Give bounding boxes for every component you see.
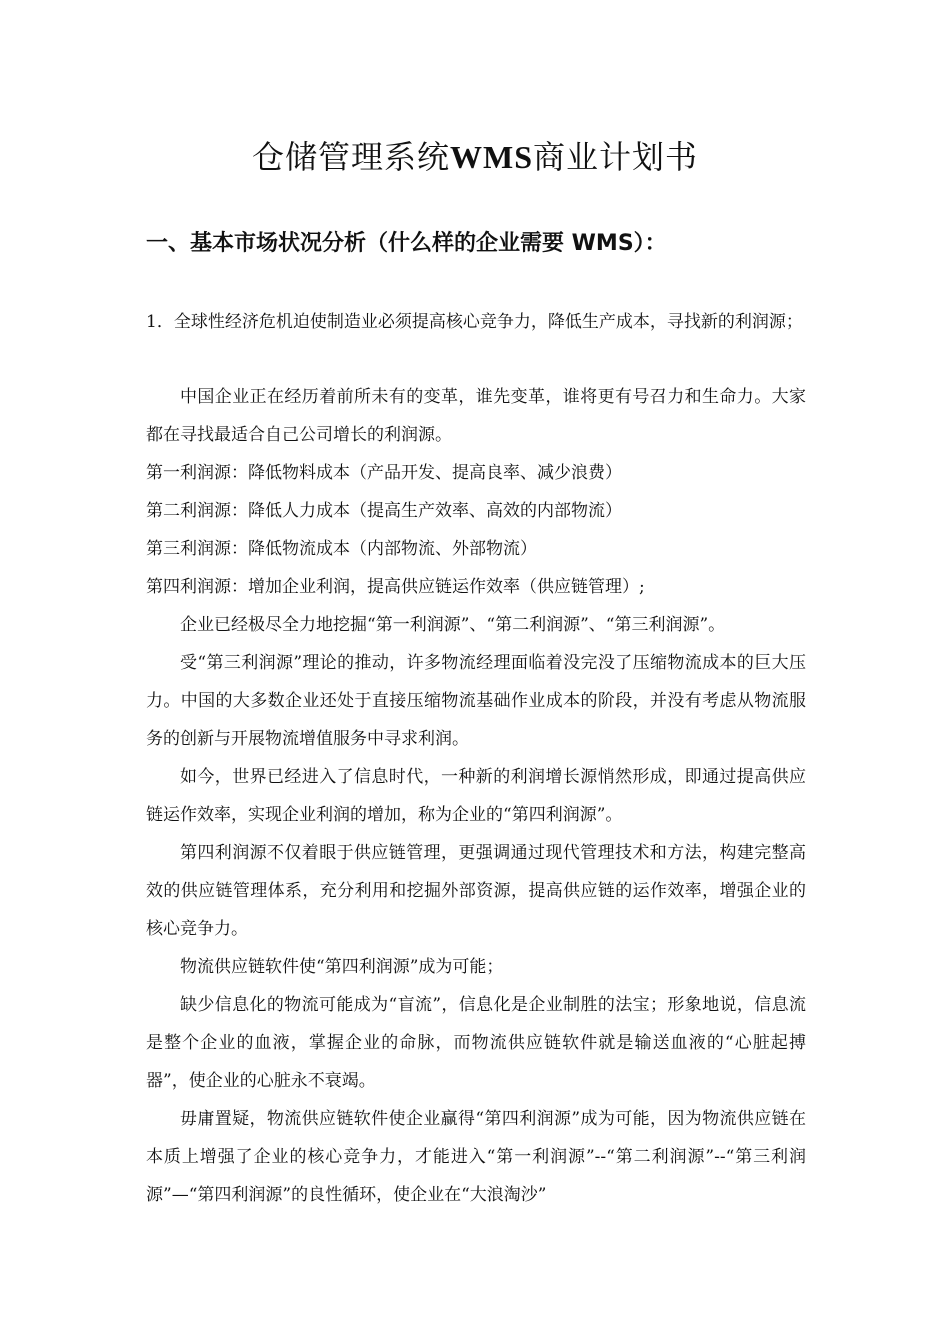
paragraph: 第三利润源：降低物流成本（内部物流、外部物流） (146, 539, 537, 559)
paragraph: 第四利润源：增加企业利润，提高供应链运作效率（供应链管理）; (146, 577, 645, 597)
document-title (0, 135, 950, 179)
title-latin: WMS (450, 139, 533, 175)
paragraph: 受“第三利润源”理论的推动，许多物流经理面临着没完没了压缩物流成本的巨大压力。中国的大多数企业还处于直接压缩物流基础作业成本的阶段，并没有考虑从物流服务的创新与开展物流增值服务中寻求利润。 (146, 653, 806, 749)
paragraph: 第二利润源：降低人力成本（提高生产效率、高效的内部物流） (146, 501, 622, 521)
paragraph: 企业已经极尽全力地挖掘“第一利润源”、“第二利润源”、“第三利润源”。 (180, 615, 726, 635)
paragraph: 物流供应链软件使“第四利润源”成为可能； (180, 957, 504, 977)
paragraph: 毋庸置疑，物流供应链软件使企业赢得“第四利润源”成为可能，因为物流供应链在本质上增强了企业的核心竞争力，才能进入“第一利润源”--“第二利润源”--“第三利润源”—“第四利润源”的良性循环，使企业在“大浪淘沙” (146, 1109, 806, 1205)
paragraph: 如今，世界已经进入了信息时代，一种新的利润增长源悄然形成，即通过提高供应链运作效率，实现企业利润的增加，称为企业的“第四利润源”。 (146, 767, 806, 825)
paragraph: 缺少信息化的物流可能成为“盲流”，信息化是企业制胜的法宝；形象地说，信息流是整个企业的血液，掌握企业的命脉，而物流供应链软件就是输送血液的“心脏起搏器”，使企业的心脏永不衰竭。 (146, 995, 806, 1091)
section-heading: 一、基本市场状况分析（什么样的企业需要 WMS）： (146, 231, 667, 256)
list-item-1: 1．全球性经济危机迫使制造业必须提高核心竞争力，降低生产成本，寻找新的利润源； (146, 312, 803, 332)
paragraph: 第四利润源不仅着眼于供应链管理，更强调通过现代管理技术和方法，构建完整高效的供应链管理体系，充分利用和挖掘外部资源，提高供应链的运作效率，增强企业的核心竞争力。 (146, 843, 806, 939)
title-suffix: 商业计划书 (533, 138, 699, 176)
document-body (146, 300, 806, 1214)
paragraph: 第一利润源：降低物料成本（产品开发、提高良率、减少浪费） (146, 463, 622, 483)
paragraph: 中国企业正在经历着前所未有的变革，谁先变革，谁将更有号召力和生命力。大家都在寻找最适合自己公司增长的利润源。 (146, 387, 806, 445)
title-prefix: 仓储管理系统 (251, 138, 450, 176)
